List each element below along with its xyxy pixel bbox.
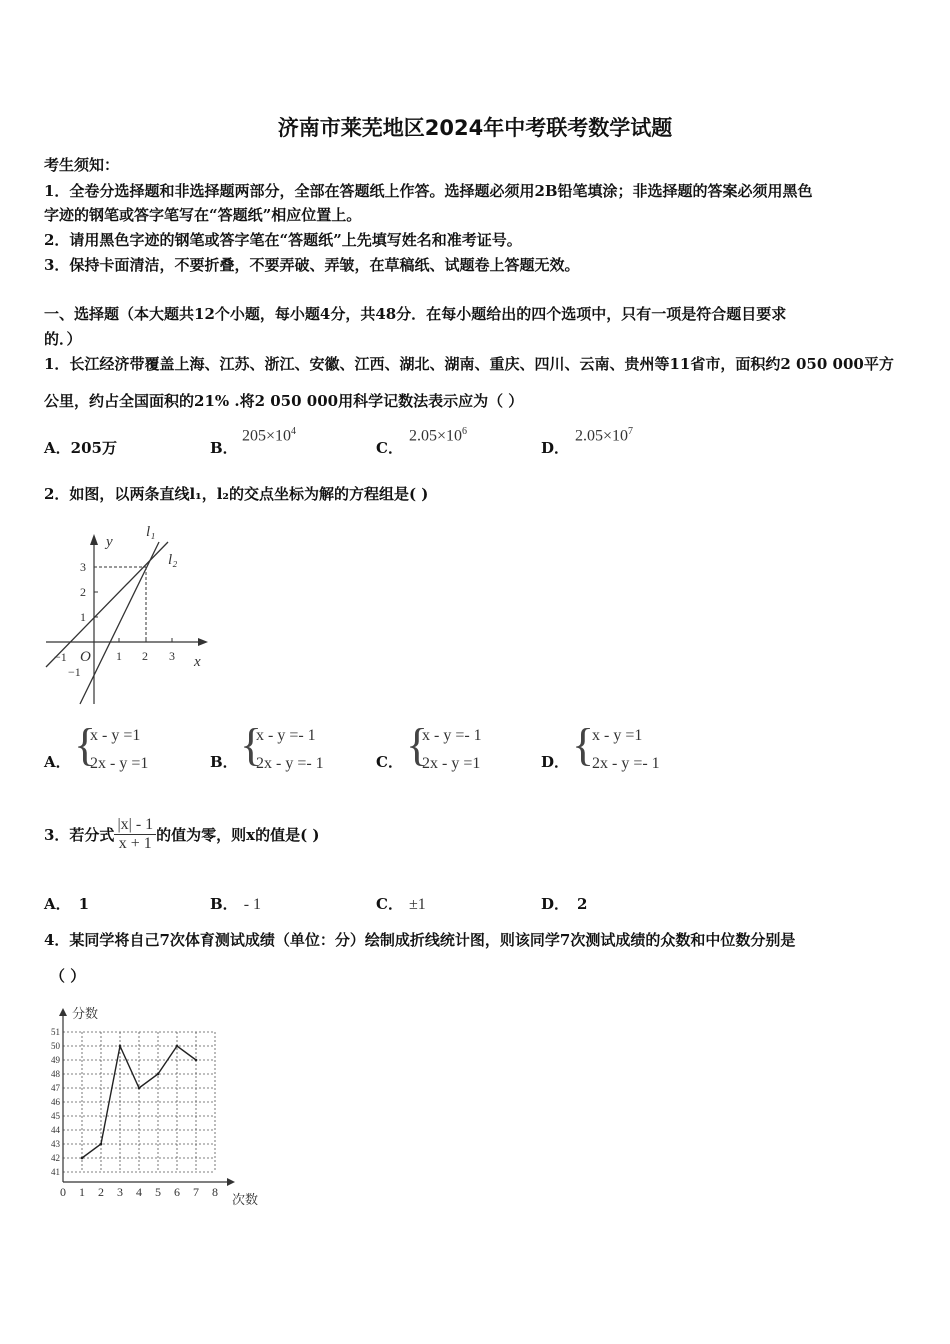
data-point — [195, 1059, 198, 1062]
y-tick-label: 48 — [51, 1069, 60, 1079]
x-tick-label: 1 — [116, 649, 122, 663]
x-tick-label: 3 — [117, 1185, 123, 1199]
x-axis-arrow — [227, 1178, 235, 1186]
q1-option-a — [44, 437, 117, 458]
brace: { — [572, 719, 595, 770]
option-label: C． — [376, 439, 403, 457]
x-tick-label: 5 — [155, 1185, 161, 1199]
fraction-numerator: |x| - 1 — [114, 816, 156, 835]
y-axis-arrow — [59, 1008, 67, 1016]
x-tick-label: −1 — [54, 650, 67, 664]
x-tick-label: 7 — [193, 1185, 199, 1199]
equation: 2x - y =1 — [90, 755, 149, 772]
option-text: 205万 — [70, 439, 117, 457]
score-line-chart — [40, 1000, 270, 1212]
y-tick-label: 49 — [51, 1055, 60, 1065]
q3-option-b — [210, 893, 261, 914]
x-tick-label: 2 — [142, 649, 148, 663]
section-heading-line-2: 的．） — [44, 330, 82, 348]
q2-stem: 2．如图，以两条直线l₁，l₂的交点坐标为解的方程组是( ) — [44, 485, 429, 503]
sci-base: 205×10 — [242, 427, 292, 445]
q1-option-d-expr — [575, 426, 633, 445]
option-label: D． — [541, 439, 570, 457]
equation: 2x - y =1 — [422, 755, 481, 772]
q2-coordinate-graph — [40, 518, 220, 708]
y-tick-label: 1 — [80, 610, 86, 624]
q4-stem-line-2: （ ） — [50, 967, 86, 985]
brace: { — [240, 719, 263, 770]
q3-option-c — [376, 893, 426, 914]
x-axis-label: x — [194, 654, 201, 670]
sci-exponent: 4 — [291, 426, 297, 437]
q1-stem-line-2: 公里，约占全国面积的21% .将2 050 000用科学记数法表示应为（ ） — [44, 392, 524, 410]
q1-option-c-expr — [409, 426, 467, 445]
y-tick-label: 3 — [80, 560, 86, 574]
equation: x - y =- 1 — [422, 727, 482, 744]
q1-option-b-expr — [242, 426, 296, 445]
origin-label: O — [80, 649, 91, 665]
y-axis-arrow — [90, 534, 98, 545]
option-label: C． — [376, 895, 403, 913]
x-tick-label: 3 — [169, 649, 175, 663]
chart-ticks — [51, 1027, 218, 1199]
q2-option-c-label: C． — [376, 753, 403, 771]
notice-heading: 考生须知： — [44, 156, 120, 174]
option-text: 2 — [577, 895, 588, 913]
sci-base: 2.05×10 — [575, 427, 629, 445]
sci-base: 2.05×10 — [409, 427, 463, 445]
y-tick-label: 2 — [80, 585, 86, 599]
data-point — [138, 1087, 141, 1090]
chart-grid — [63, 1032, 215, 1172]
data-point — [157, 1073, 160, 1076]
q3-stem-pre: 3．若分式 — [44, 825, 115, 844]
q3-option-d — [541, 893, 587, 914]
y-tick-label: 45 — [51, 1111, 60, 1121]
data-point — [176, 1045, 179, 1048]
y-tick-label: 43 — [51, 1139, 60, 1149]
data-point — [119, 1045, 122, 1048]
y-tick-label: 46 — [51, 1097, 60, 1107]
equation: x - y =1 — [592, 727, 643, 744]
y-tick-label: 42 — [51, 1153, 60, 1163]
line-l1 — [80, 542, 159, 704]
x-tick-label: 4 — [136, 1185, 142, 1199]
q2-option-c-system — [422, 722, 482, 778]
q1-stem-line-1: 1．长江经济带覆盖上海、江苏、浙江、安徽、江西、湖北、湖南、重庆、四川、云南、贵州等11省市，面积约2 050 000平方 — [44, 355, 894, 373]
x-tick-label: 1 — [79, 1185, 85, 1199]
q2-option-d-label: D． — [541, 753, 570, 771]
q3-stem — [44, 808, 320, 860]
q3-fraction — [114, 816, 156, 853]
q2-option-b-label: B． — [210, 753, 238, 771]
q2-option-a-label: A． — [44, 753, 71, 771]
equation: x - y =1 — [90, 727, 141, 744]
l2-label: l₂ — [168, 552, 178, 568]
y-tick-label: 51 — [51, 1027, 60, 1037]
q4-stem-line-1: 4．某同学将自己7次体育测试成绩（单位：分）绘制成折线统计图，则该同学7次测试成绩的众数和中位数分别是 — [44, 931, 796, 949]
exam-title: 济南市莱芜地区2024年中考联考数学试题 — [277, 116, 673, 140]
x-axis-arrow — [198, 638, 208, 646]
y-tick-label: 47 — [51, 1083, 60, 1093]
x-tick-label: 6 — [174, 1185, 180, 1199]
x-tick-label: 2 — [98, 1185, 104, 1199]
l1-label: l₁ — [146, 524, 156, 540]
y-tick-label: 50 — [51, 1041, 60, 1051]
y-tick-label: 41 — [51, 1167, 60, 1177]
y-tick-label: 44 — [51, 1125, 60, 1135]
q2-option-d-system — [592, 722, 660, 778]
y-tick-label: −1 — [68, 665, 81, 679]
x-tick-label: 8 — [212, 1185, 218, 1199]
q1-option-d — [541, 437, 569, 458]
x-tick-label: 0 — [60, 1185, 66, 1199]
q2-option-a-system — [90, 722, 148, 778]
q1-option-c — [376, 437, 403, 458]
notice-line-1b: 字迹的钢笔或答字笔写在“答题纸”相应位置上。 — [44, 206, 362, 224]
equation: 2x - y =- 1 — [256, 755, 324, 772]
q2-option-b-system — [256, 722, 324, 778]
chart-x-axis-title: 次数 — [232, 1193, 259, 1208]
option-label: A． — [44, 439, 71, 457]
option-label: D． — [541, 895, 570, 913]
q1-option-b — [210, 437, 238, 458]
chart-y-axis-title: 分数 — [72, 1007, 99, 1022]
q3-stem-post: 的值为零，则x的值是( ) — [156, 825, 320, 844]
section-heading-line-1: 一、选择题（本大题共12个小题，每小题4分，共48分．在每小题给出的四个选项中，只有一项是符合题目要求 — [44, 305, 787, 323]
brace: { — [74, 719, 97, 770]
option-text: - 1 — [243, 896, 262, 913]
notice-line-1a: 1．全卷分选择题和非选择题两部分，全部在答题纸上作答。选择题必须用2B铅笔填涂；非选择题的答案必须用黑色 — [44, 182, 813, 200]
option-label: B． — [210, 895, 238, 913]
sci-exponent: 7 — [628, 426, 634, 437]
option-label: A． — [44, 895, 71, 913]
equation: 2x - y =- 1 — [592, 755, 660, 772]
data-point — [81, 1157, 84, 1160]
data-point — [100, 1143, 103, 1146]
q3-option-a — [44, 893, 89, 914]
chart-axes — [59, 1008, 235, 1186]
brace: { — [406, 719, 429, 770]
option-text: ±1 — [408, 896, 426, 913]
option-label: B． — [210, 439, 238, 457]
fraction-denominator: x + 1 — [118, 834, 152, 852]
sci-exponent: 6 — [462, 426, 468, 437]
equation: x - y =- 1 — [256, 727, 316, 744]
notice-line-3: 3．保持卡面清洁，不要折叠，不要弄破、弄皱，在草稿纸、试题卷上答题无效。 — [44, 256, 580, 274]
notice-line-2: 2．请用黑色字迹的钢笔或答字笔在“答题纸”上先填写姓名和准考证号。 — [44, 231, 522, 249]
option-text: 1 — [78, 895, 90, 913]
y-axis-label: y — [106, 534, 113, 550]
